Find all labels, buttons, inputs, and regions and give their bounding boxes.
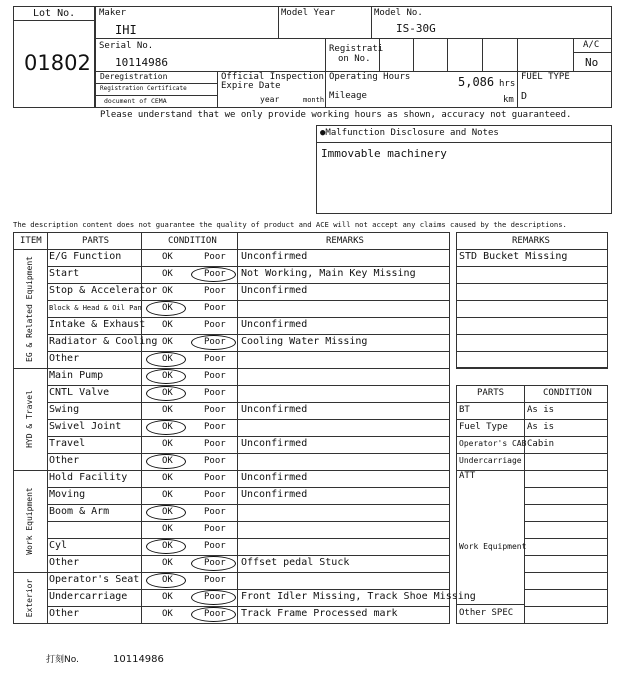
maker-label: Maker	[99, 8, 127, 18]
ok-label: OK	[162, 524, 173, 534]
year-label: year	[260, 95, 280, 104]
row-divider	[47, 453, 450, 454]
spec-divider	[524, 487, 608, 488]
ok-selected-circle	[146, 352, 186, 367]
spec-divider	[524, 504, 608, 505]
poor-selected-circle	[191, 590, 236, 605]
spec-divider	[524, 589, 608, 590]
condition-header: CONDITION	[168, 236, 217, 246]
side-remark-divider	[456, 266, 608, 267]
part-label: Moving	[49, 489, 86, 500]
ok-label: OK	[162, 592, 173, 602]
side-remark-divider	[456, 368, 608, 369]
row-divider	[47, 351, 450, 352]
group-label: Exterior	[25, 578, 34, 617]
remark-text: Not Working, Main Key Missing	[241, 268, 416, 279]
part-label: Hold Facility	[49, 472, 128, 483]
item-header: ITEM	[20, 236, 42, 246]
poor-label: Poor	[204, 405, 226, 415]
spec-part: Undercarriage	[459, 456, 522, 465]
fuel-type-label: FUEL TYPE	[521, 72, 570, 82]
model-year-label: Model Year	[281, 8, 336, 18]
part-label: Cyl	[49, 540, 68, 551]
remark-text: Offset pedal Stuck	[241, 557, 350, 568]
spec-part: Operator's CAB	[459, 439, 527, 448]
lot-number: 01802	[24, 51, 91, 75]
poor-label: Poor	[204, 592, 226, 602]
ok-selected-circle	[146, 369, 186, 384]
part-label: Other	[49, 557, 80, 568]
remark-text: Unconfirmed	[241, 404, 308, 415]
work-equipment-label: Work Equipment	[459, 542, 527, 551]
row-divider	[47, 521, 450, 522]
row-divider	[47, 402, 450, 403]
remark-text: Unconfirmed	[241, 319, 308, 330]
spec-divider	[524, 521, 608, 522]
ok-label: OK	[162, 575, 173, 585]
poor-label: Poor	[204, 439, 226, 449]
side-remarks-header: REMARKS	[512, 236, 550, 246]
remark-text: Unconfirmed	[241, 472, 308, 483]
remark-text: Track Frame Processed mark	[241, 608, 398, 619]
poor-label: Poor	[204, 609, 226, 619]
part-label: Stop & Accelerator	[49, 285, 158, 296]
spec-parts-header: PARTS	[477, 388, 505, 398]
ok-label: OK	[162, 354, 173, 364]
poor-label: Poor	[204, 320, 226, 330]
poor-selected-circle	[191, 607, 236, 622]
group-label: HYD & Travel	[25, 390, 34, 448]
working-hours-notice: Please understand that we only provide working hours as shown, accuracy not guaranteed.	[100, 110, 572, 120]
poor-label: Poor	[204, 507, 226, 517]
group-label: Work Equipment	[25, 487, 34, 555]
mileage-unit: km	[503, 95, 514, 105]
poor-label: Poor	[204, 456, 226, 466]
att-label: ATT	[459, 471, 476, 481]
ok-label: OK	[162, 388, 173, 398]
registration-certificate-label: Registration Certificate	[100, 85, 187, 92]
ok-label: OK	[162, 320, 173, 330]
malfunction-text: Immovable machinery	[321, 147, 447, 160]
poor-label: Poor	[204, 286, 226, 296]
ok-label: OK	[162, 286, 173, 296]
poor-label: Poor	[204, 388, 226, 398]
stamp-number-label: 打刻No.	[46, 655, 79, 665]
row-divider	[47, 266, 450, 267]
ok-label: OK	[162, 405, 173, 415]
poor-label: Poor	[204, 575, 226, 585]
row-divider	[47, 334, 450, 335]
ac-value: No	[585, 56, 599, 69]
row-divider	[13, 368, 450, 369]
ok-selected-circle	[146, 386, 186, 401]
ok-label: OK	[162, 473, 173, 483]
operating-hours-value: 5,086	[458, 75, 495, 89]
poor-label: Poor	[204, 541, 226, 551]
poor-selected-circle	[191, 335, 236, 350]
side-remark-divider	[456, 351, 608, 352]
malfunction-box	[316, 125, 612, 214]
ok-label: OK	[162, 252, 173, 262]
other-spec-label: Other SPEC	[459, 608, 514, 618]
row-divider	[47, 436, 450, 437]
spec-divider	[456, 436, 608, 437]
poor-label: Poor	[204, 473, 226, 483]
inspection-label-line2: Expire Date	[221, 81, 281, 91]
spec-divider	[456, 604, 524, 605]
ok-selected-circle	[146, 505, 186, 520]
inspection-label-line1: Official Inspection	[221, 72, 324, 82]
row-divider	[47, 419, 450, 420]
part-label: Start	[49, 268, 80, 279]
row-divider	[47, 317, 450, 318]
row-divider	[13, 572, 450, 573]
ok-selected-circle	[146, 301, 186, 316]
ok-label: OK	[162, 558, 173, 568]
poor-label: Poor	[204, 303, 226, 313]
ok-label: OK	[162, 371, 173, 381]
spec-divider	[524, 538, 608, 539]
month-label: month	[303, 96, 325, 104]
serial-label: Serial No.	[99, 41, 154, 51]
serial-value: 10114986	[115, 56, 168, 69]
ok-label: OK	[162, 269, 173, 279]
row-divider	[47, 300, 450, 301]
part-label: CNTL Valve	[49, 387, 110, 398]
row-divider	[47, 283, 450, 284]
row-divider	[47, 487, 450, 488]
poor-selected-circle	[191, 556, 236, 571]
poor-label: Poor	[204, 354, 226, 364]
side-remark-text: STD Bucket Missing	[459, 251, 568, 262]
maker-value: IHI	[115, 23, 137, 37]
mileage-label: Mileage	[329, 91, 367, 101]
part-label: E/G Function	[49, 251, 122, 262]
spec-divider	[524, 572, 608, 573]
ac-label: A/C	[583, 40, 600, 50]
ok-selected-circle	[146, 454, 186, 469]
poor-label: Poor	[204, 558, 226, 568]
poor-selected-circle	[191, 267, 236, 282]
remark-text: Unconfirmed	[241, 251, 308, 262]
remark-text: Cooling Water Missing	[241, 336, 368, 347]
row-divider	[13, 470, 450, 471]
poor-label: Poor	[204, 422, 226, 432]
row-divider	[47, 606, 450, 607]
spec-condition-header: CONDITION	[543, 388, 592, 398]
side-remark-divider	[456, 283, 608, 284]
deregistration-label: Deregistration	[100, 72, 168, 81]
ok-selected-circle	[146, 539, 186, 554]
side-remark-divider	[456, 334, 608, 335]
model-no-value: IS-30G	[396, 22, 436, 35]
part-label: Block & Head & Oil Pan	[49, 304, 142, 312]
row-divider	[47, 504, 450, 505]
row-divider	[47, 385, 450, 386]
ok-selected-circle	[146, 573, 186, 588]
disclaimer-text: The description content does not guarantee the quality of product and ACE will not accept any claims caused by the descriptions.	[13, 220, 567, 229]
remark-text: Unconfirmed	[241, 285, 308, 296]
part-label: Other	[49, 608, 80, 619]
remark-text: Unconfirmed	[241, 438, 308, 449]
part-label: Intake & Exhaust	[49, 319, 146, 330]
spec-divider	[456, 419, 608, 420]
malfunction-title: ●Malfunction Disclosure and Notes	[320, 128, 499, 138]
ok-label: OK	[162, 422, 173, 432]
part-label: Operator's Seat	[49, 574, 140, 585]
poor-label: Poor	[204, 269, 226, 279]
part-label: Swivel Joint	[49, 421, 122, 432]
ok-label: OK	[162, 456, 173, 466]
part-label: Boom & Arm	[49, 506, 110, 517]
ok-label: OK	[162, 541, 173, 551]
hours-unit: hrs	[499, 79, 516, 89]
part-label: Travel	[49, 438, 86, 449]
lot-label: Lot No.	[33, 8, 76, 19]
spec-condition: Cabin	[527, 439, 555, 449]
ok-label: OK	[162, 337, 173, 347]
part-label: Undercarriage	[49, 591, 128, 602]
poor-label: Poor	[204, 371, 226, 381]
spec-condition: As is	[527, 422, 555, 432]
spec-divider	[456, 453, 608, 454]
operating-hours-label: Operating Hours	[329, 72, 411, 82]
ok-label: OK	[162, 609, 173, 619]
row-divider	[47, 538, 450, 539]
part-label: Swing	[49, 404, 80, 415]
remark-text: Unconfirmed	[241, 489, 308, 500]
stamp-number-value: 10114986	[113, 654, 164, 665]
poor-label: Poor	[204, 490, 226, 500]
ok-label: OK	[162, 303, 173, 313]
poor-label: Poor	[204, 252, 226, 262]
ok-label: OK	[162, 439, 173, 449]
spec-divider	[524, 606, 608, 607]
poor-label: Poor	[204, 337, 226, 347]
parts-header: PARTS	[82, 236, 110, 246]
poor-label: Poor	[204, 524, 226, 534]
spec-divider	[524, 555, 608, 556]
remark-text: Front Idler Missing, Track Shoe Missing	[241, 591, 476, 602]
side-remark-divider	[456, 300, 608, 301]
group-label: EG & Related Equipment	[25, 255, 34, 362]
ok-label: OK	[162, 490, 173, 500]
registration-label-line1: Registrati	[329, 44, 384, 54]
part-label: Other	[49, 353, 80, 364]
row-divider	[47, 555, 450, 556]
spec-condition: As is	[527, 405, 555, 415]
remarks-header: REMARKS	[326, 236, 364, 246]
ok-label: OK	[162, 507, 173, 517]
row-divider	[47, 589, 450, 590]
model-no-label: Model No.	[374, 8, 423, 18]
side-remark-divider	[456, 317, 608, 318]
cema-document-label: document of CEMA	[104, 97, 167, 105]
fuel-type-value: D	[521, 91, 528, 102]
part-label: Main Pump	[49, 370, 104, 381]
spec-part: Fuel Type	[459, 422, 508, 432]
spec-part: BT	[459, 405, 470, 415]
ok-selected-circle	[146, 420, 186, 435]
spec-divider	[456, 470, 608, 471]
registration-label-line2: on No.	[338, 54, 371, 64]
part-label: Radiator & Cooling	[49, 336, 158, 347]
part-label: Other	[49, 455, 80, 466]
